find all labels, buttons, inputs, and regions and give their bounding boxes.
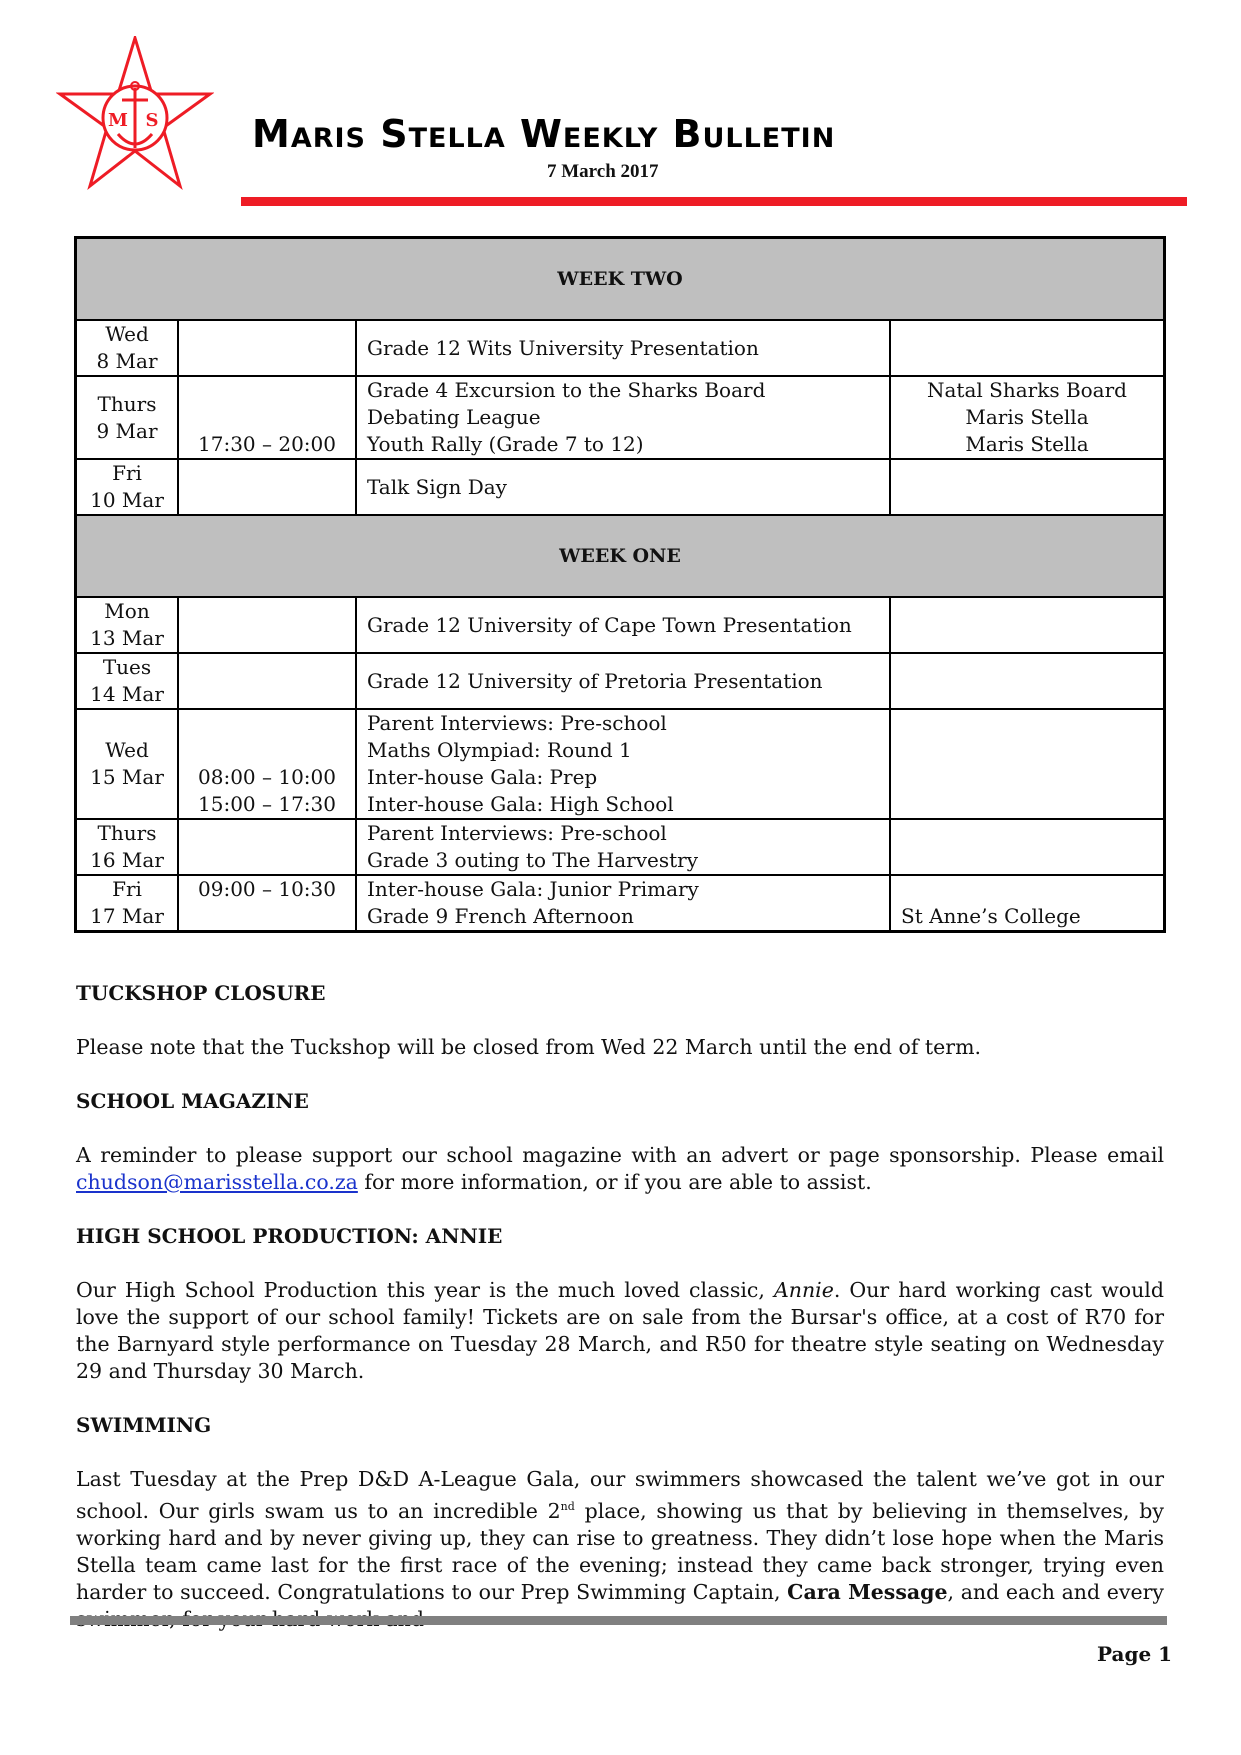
day-name: Wed <box>105 738 149 762</box>
time-cell <box>178 653 356 709</box>
venue-text: St Anne’s College <box>901 904 1081 928</box>
event-text: Talk Sign Day <box>367 474 507 499</box>
magazine-paragraph <box>76 1142 1164 1196</box>
events-schedule-table <box>74 236 1166 933</box>
table-row <box>76 597 1165 653</box>
time-cell <box>178 709 356 819</box>
swimming-paragraph <box>76 1466 1164 1633</box>
venue-cell <box>890 819 1165 875</box>
event-text: Grade 12 Wits University Presentation <box>367 335 759 360</box>
event-text: Grade 3 outing to The Harvestry <box>367 848 699 872</box>
table-row <box>76 819 1165 875</box>
day-name: Mon <box>104 599 150 623</box>
production-paragraph <box>76 1277 1164 1385</box>
event-text: Inter-house Gala: Prep <box>367 765 598 789</box>
day-date: 8 Mar <box>96 349 158 373</box>
week-heading: WEEK ONE <box>76 515 1165 597</box>
school-crest-logo <box>56 36 214 194</box>
event-text: Debating League <box>367 405 541 429</box>
day-date: 9 Mar <box>96 418 158 443</box>
event-text: Grade 12 University of Pretoria Presentation <box>367 668 823 693</box>
bulletin-date: 7 March 2017 <box>547 161 659 182</box>
venue-cell <box>890 597 1165 653</box>
section-heading-swimming: SWIMMING <box>76 1413 212 1437</box>
logo-letter-s: S <box>145 110 159 131</box>
swimming-text-middle: place, showing us that by believing in themselves, by working hard and by never giving up, they can rise to greatness. They didn’t lose hope when the Maris Stella team came last for the first race of the evening; instead they came back stronger, trying even harder to succeed. Congratulations to our Prep Swimming Captain, <box>76 1498 1164 1604</box>
venue-text: Maris Stella <box>965 432 1089 456</box>
production-show-title: Annie <box>773 1278 834 1302</box>
footer-grey-rule <box>70 1616 1167 1625</box>
week-one-block <box>76 515 1165 932</box>
page-number: Page 1 <box>1097 1642 1173 1666</box>
day-name: Fri <box>112 877 142 901</box>
event-text: Inter-house Gala: High School <box>367 792 674 816</box>
day-cell <box>76 597 179 653</box>
event-cell <box>356 875 890 932</box>
venue-cell <box>890 376 1165 459</box>
section-heading-tuckshop: TUCKSHOP CLOSURE <box>76 981 326 1005</box>
event-text: Parent Interviews: Pre-school <box>367 821 667 845</box>
magazine-email-link[interactable]: chudson@marisstella.co.za <box>76 1170 358 1194</box>
time-cell <box>178 376 356 459</box>
day-cell <box>76 653 179 709</box>
event-text: Inter-house Gala: Junior Primary <box>367 877 699 901</box>
venue-cell <box>890 459 1165 515</box>
venue-text: Maris Stella <box>965 405 1089 429</box>
time-text: 17:30 – 20:00 <box>198 432 336 456</box>
day-date: 16 Mar <box>90 848 164 872</box>
week-heading: WEEK TWO <box>76 238 1165 321</box>
time-text: 08:00 – 10:00 <box>198 765 336 789</box>
magazine-text-end: for more information, or if you are able to assist. <box>357 1170 872 1194</box>
week-two-block <box>76 238 1165 516</box>
time-text: 09:00 – 10:30 <box>198 877 336 901</box>
bulletin-title: Maris Stella Weekly Bulletin <box>252 112 836 156</box>
day-name: Fri <box>112 461 142 485</box>
table-row <box>76 376 1165 459</box>
day-date: 13 Mar <box>90 626 164 650</box>
event-cell <box>356 376 890 459</box>
section-heading-production: HIGH SCHOOL PRODUCTION: ANNIE <box>76 1224 503 1248</box>
event-text: Parent Interviews: Pre-school <box>367 711 667 735</box>
table-row <box>76 875 1165 932</box>
venue-text: Natal Sharks Board <box>927 378 1127 402</box>
day-name: Thurs <box>97 821 157 845</box>
event-text: Grade 12 University of Cape Town Presentation <box>367 612 852 637</box>
swimming-captain-name: Cara Message <box>787 1579 948 1604</box>
day-date: 10 Mar <box>90 488 164 512</box>
time-cell <box>178 597 356 653</box>
time-cell <box>178 819 356 875</box>
venue-cell <box>890 653 1165 709</box>
day-name: Wed <box>105 322 149 346</box>
day-name: Thurs <box>97 391 157 416</box>
production-text-end: . Our hard working cast would love the support of our school family! Tickets are on sale from the Bursar's office, at a cost of R70 for the Barnyard style performance on Tuesday 28 March, and R50 for theatre style seating on Wednesday 29 and Thursday 30 March. <box>76 1278 1164 1383</box>
day-name: Tues <box>102 655 152 679</box>
time-cell <box>178 459 356 515</box>
day-cell <box>76 459 179 515</box>
day-date: 14 Mar <box>90 682 164 706</box>
event-text: Maths Olympiad: Round 1 <box>367 738 632 762</box>
production-text: Our High School Production this year is the much loved classic, <box>76 1278 774 1302</box>
venue-cell <box>890 875 1165 932</box>
day-date: 15 Mar <box>90 765 164 789</box>
venue-cell <box>890 320 1165 376</box>
week-heading-row <box>76 238 1165 321</box>
table-row <box>76 653 1165 709</box>
event-text: Grade 4 Excursion to the Sharks Board <box>367 378 766 402</box>
event-text: Grade 9 French Afternoon <box>367 904 634 928</box>
day-cell <box>76 709 179 819</box>
week-heading-row <box>76 515 1165 597</box>
table-row <box>76 320 1165 376</box>
day-cell <box>76 875 179 932</box>
day-cell <box>76 376 179 459</box>
time-text: 15:00 – 17:30 <box>198 792 336 816</box>
table-row <box>76 459 1165 515</box>
venue-cell <box>890 709 1165 819</box>
day-cell <box>76 819 179 875</box>
magazine-text: A reminder to please support our school magazine with an advert or page sponsorship. Please email <box>76 1143 1164 1167</box>
bulletin-content <box>76 980 1164 1633</box>
event-cell <box>356 819 890 875</box>
swimming-text: Last Tuesday at the Prep D&D A-League Gala, our swimmers showcased the talent we’ve got in our school. Our girls swam us to an incredible 2 <box>76 1467 1164 1523</box>
ordinal-suffix: nd <box>560 1500 575 1513</box>
event-text: Youth Rally (Grade 7 to 12) <box>367 432 644 456</box>
day-date: 17 Mar <box>90 904 164 928</box>
tuckshop-paragraph: Please note that the Tuckshop will be closed from Wed 22 March until the end of term. <box>76 1035 982 1059</box>
event-cell <box>356 709 890 819</box>
event-cell <box>356 320 890 376</box>
time-cell <box>178 320 356 376</box>
event-cell <box>356 653 890 709</box>
event-cell <box>356 459 890 515</box>
day-cell <box>76 320 179 376</box>
time-cell <box>178 875 356 932</box>
logo-letter-m: M <box>108 110 128 131</box>
swimming-text-end: , and each and every <box>947 1579 1164 1604</box>
event-cell <box>356 597 890 653</box>
header-red-rule <box>241 197 1187 206</box>
table-row <box>76 709 1165 819</box>
section-heading-magazine: SCHOOL MAGAZINE <box>76 1089 309 1113</box>
